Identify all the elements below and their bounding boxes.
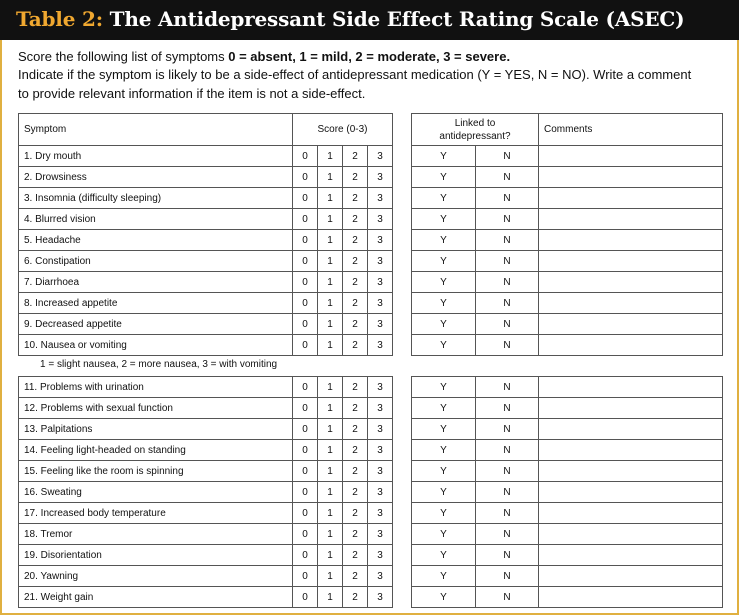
score-option-2[interactable]: 2: [343, 188, 368, 209]
score-option-1[interactable]: 1: [318, 440, 343, 461]
linked-row: [412, 566, 723, 587]
symptom-label: 15. Feeling like the room is spinning: [19, 461, 293, 482]
score-option-3[interactable]: 3: [368, 230, 393, 251]
score-option-1[interactable]: 1: [318, 545, 343, 566]
comment-cell[interactable]: [539, 335, 723, 356]
symptom-row: [19, 230, 393, 251]
score-legend: 0 = absent, 1 = mild, 2 = moderate, 3 = severe.: [228, 49, 511, 64]
score-option-1[interactable]: 1: [318, 209, 343, 230]
title-bar: [0, 0, 739, 40]
score-option-1[interactable]: 1: [318, 251, 343, 272]
linked-yes-option[interactable]: Y: [412, 524, 476, 545]
symptom-row: [19, 251, 393, 272]
score-option-3[interactable]: 3: [368, 188, 393, 209]
comment-cell[interactable]: [539, 230, 723, 251]
score-option-1[interactable]: 1: [318, 335, 343, 356]
symptom-row: [19, 377, 393, 398]
linked-no-option[interactable]: N: [476, 272, 539, 293]
score-option-2[interactable]: 2: [343, 524, 368, 545]
score-option-3[interactable]: 3: [368, 587, 393, 608]
symptom-label: 21. Weight gain: [19, 587, 293, 608]
linked-yes-option[interactable]: Y: [412, 566, 476, 587]
score-option-1[interactable]: 1: [318, 503, 343, 524]
instructions-line-3: to provide relevant information if the item is not a side-effect.: [18, 86, 366, 101]
linked-no-option[interactable]: N: [476, 545, 539, 566]
score-header: Score (0-3): [293, 114, 393, 146]
score-option-3[interactable]: 3: [368, 398, 393, 419]
score-option-2[interactable]: 2: [343, 566, 368, 587]
score-option-0[interactable]: 0: [293, 377, 318, 398]
symptom-row: [19, 587, 393, 608]
score-option-2[interactable]: 2: [343, 314, 368, 335]
linked-yes-option[interactable]: Y: [412, 545, 476, 566]
symptom-label: 2. Drowsiness: [19, 167, 293, 188]
linked-yes-option[interactable]: Y: [412, 377, 476, 398]
score-option-3[interactable]: 3: [368, 293, 393, 314]
linked-yes-option[interactable]: Y: [412, 146, 476, 167]
linked-yes-option[interactable]: Y: [412, 230, 476, 251]
score-option-2[interactable]: 2: [343, 545, 368, 566]
linked-yes-option[interactable]: Y: [412, 314, 476, 335]
score-option-1[interactable]: 1: [318, 314, 343, 335]
score-option-1[interactable]: 1: [318, 587, 343, 608]
symptom-row: [19, 440, 393, 461]
score-option-2[interactable]: 2: [343, 251, 368, 272]
comment-cell[interactable]: [539, 482, 723, 503]
linked-yes-option[interactable]: Y: [412, 503, 476, 524]
score-option-0[interactable]: 0: [293, 188, 318, 209]
score-option-2[interactable]: 2: [343, 419, 368, 440]
comment-cell[interactable]: [539, 440, 723, 461]
linked-row: [412, 209, 723, 230]
symptom-row: [19, 335, 393, 356]
linked-row: [412, 335, 723, 356]
table-number: Table 2:: [16, 7, 103, 31]
linked-no-option[interactable]: N: [476, 251, 539, 272]
symptom-label: 19. Disorientation: [19, 545, 293, 566]
linked-row: [412, 377, 723, 398]
score-option-3[interactable]: 3: [368, 272, 393, 293]
score-option-1[interactable]: 1: [318, 272, 343, 293]
linked-yes-option[interactable]: Y: [412, 587, 476, 608]
symptom-row: [19, 545, 393, 566]
symptom-row: [19, 188, 393, 209]
comments-header: Comments: [539, 114, 723, 146]
comment-cell[interactable]: [539, 251, 723, 272]
score-option-0[interactable]: 0: [293, 209, 318, 230]
linked-no-option[interactable]: N: [476, 524, 539, 545]
comment-cell[interactable]: [539, 377, 723, 398]
score-option-2[interactable]: 2: [343, 461, 368, 482]
comment-cell[interactable]: [539, 146, 723, 167]
linked-yes-option[interactable]: Y: [412, 167, 476, 188]
linked-yes-option[interactable]: Y: [412, 398, 476, 419]
linked-no-option[interactable]: N: [476, 188, 539, 209]
score-option-2[interactable]: 2: [343, 503, 368, 524]
linked-no-option[interactable]: N: [476, 209, 539, 230]
score-option-2[interactable]: 2: [343, 293, 368, 314]
score-option-2[interactable]: 2: [343, 377, 368, 398]
score-option-3[interactable]: 3: [368, 377, 393, 398]
linked-no-option[interactable]: N: [476, 587, 539, 608]
score-option-1[interactable]: 1: [318, 524, 343, 545]
comment-cell[interactable]: [539, 209, 723, 230]
score-option-0[interactable]: 0: [293, 545, 318, 566]
symptom-label: 12. Problems with sexual function: [19, 398, 293, 419]
score-option-0[interactable]: 0: [293, 587, 318, 608]
instructions-line-2: Indicate if the symptom is likely to be a side-effect of antidepressant medication (Y = YES, N = NO). Write a comment: [18, 67, 692, 82]
linked-no-option[interactable]: N: [476, 335, 539, 356]
symptom-label: 5. Headache: [19, 230, 293, 251]
score-option-1[interactable]: 1: [318, 377, 343, 398]
symptom-label: 6. Constipation: [19, 251, 293, 272]
linked-row: [412, 167, 723, 188]
score-option-0[interactable]: 0: [293, 314, 318, 335]
score-option-2[interactable]: 2: [343, 335, 368, 356]
score-option-3[interactable]: 3: [368, 419, 393, 440]
symptom-score-table: [18, 113, 393, 356]
score-option-2[interactable]: 2: [343, 440, 368, 461]
linked-row: [412, 419, 723, 440]
score-option-1[interactable]: 1: [318, 566, 343, 587]
linked-yes-option[interactable]: Y: [412, 251, 476, 272]
linked-row: [412, 545, 723, 566]
linked-no-option[interactable]: N: [476, 482, 539, 503]
score-option-2[interactable]: 2: [343, 209, 368, 230]
score-option-3[interactable]: 3: [368, 566, 393, 587]
score-option-3[interactable]: 3: [368, 314, 393, 335]
score-option-1[interactable]: 1: [318, 419, 343, 440]
linked-no-option[interactable]: N: [476, 503, 539, 524]
linked-row: [412, 587, 723, 608]
comment-cell[interactable]: [539, 293, 723, 314]
score-option-3[interactable]: 3: [368, 167, 393, 188]
comment-cell[interactable]: [539, 503, 723, 524]
linked-row: [412, 188, 723, 209]
linked-comments-table-continued: [411, 376, 723, 608]
linked-yes-option[interactable]: Y: [412, 293, 476, 314]
score-option-1[interactable]: 1: [318, 398, 343, 419]
score-option-0[interactable]: 0: [293, 566, 318, 587]
score-option-0[interactable]: 0: [293, 524, 318, 545]
linked-no-option[interactable]: N: [476, 293, 539, 314]
comment-cell[interactable]: [539, 461, 723, 482]
linked-comments-table: [411, 113, 723, 356]
score-option-0[interactable]: 0: [293, 482, 318, 503]
score-option-3[interactable]: 3: [368, 440, 393, 461]
symptom-row: [19, 566, 393, 587]
linked-row: [412, 482, 723, 503]
score-option-1[interactable]: 1: [318, 146, 343, 167]
linked-no-option[interactable]: N: [476, 419, 539, 440]
linked-no-option[interactable]: N: [476, 566, 539, 587]
symptom-label: 13. Palpitations: [19, 419, 293, 440]
symptom-label: 4. Blurred vision: [19, 209, 293, 230]
linked-row: [412, 272, 723, 293]
linked-yes-option[interactable]: Y: [412, 272, 476, 293]
symptom-label: 8. Increased appetite: [19, 293, 293, 314]
linked-row: [412, 230, 723, 251]
linked-row: [412, 146, 723, 167]
symptom-label: 1. Dry mouth: [19, 146, 293, 167]
symptom-score-table-continued: [18, 376, 393, 608]
score-option-2[interactable]: 2: [343, 167, 368, 188]
score-option-1[interactable]: 1: [318, 461, 343, 482]
linked-yes-option[interactable]: Y: [412, 188, 476, 209]
comment-cell[interactable]: [539, 524, 723, 545]
linked-no-option[interactable]: N: [476, 146, 539, 167]
linked-yes-option[interactable]: Y: [412, 419, 476, 440]
linked-no-option[interactable]: N: [476, 230, 539, 251]
instructions-text: Score the following list of symptoms: [18, 49, 229, 64]
score-option-0[interactable]: 0: [293, 503, 318, 524]
linked-no-option[interactable]: N: [476, 461, 539, 482]
symptom-row: [19, 524, 393, 545]
score-option-0[interactable]: 0: [293, 461, 318, 482]
comment-cell[interactable]: [539, 398, 723, 419]
symptom-row: [19, 146, 393, 167]
symptom-row: [19, 461, 393, 482]
linked-yes-option[interactable]: Y: [412, 440, 476, 461]
score-option-1[interactable]: 1: [318, 167, 343, 188]
score-option-3[interactable]: 3: [368, 251, 393, 272]
comment-cell[interactable]: [539, 272, 723, 293]
symptom-label: 3. Insomnia (difficulty sleeping): [19, 188, 293, 209]
score-option-0[interactable]: 0: [293, 272, 318, 293]
score-option-0[interactable]: 0: [293, 251, 318, 272]
symptom-label: 9. Decreased appetite: [19, 314, 293, 335]
score-option-3[interactable]: 3: [368, 482, 393, 503]
score-option-3[interactable]: 3: [368, 461, 393, 482]
comment-cell[interactable]: [539, 167, 723, 188]
score-option-2[interactable]: 2: [343, 482, 368, 503]
table-title: The Antidepressant Side Effect Rating Scale (ASEC): [109, 7, 685, 31]
score-option-1[interactable]: 1: [318, 188, 343, 209]
score-option-1[interactable]: 1: [318, 230, 343, 251]
score-option-0[interactable]: 0: [293, 398, 318, 419]
linked-no-option[interactable]: N: [476, 377, 539, 398]
comment-cell[interactable]: [539, 566, 723, 587]
linked-yes-option[interactable]: Y: [412, 482, 476, 503]
symptom-label: 14. Feeling light-headed on standing: [19, 440, 293, 461]
symptom-label: 16. Sweating: [19, 482, 293, 503]
score-option-3[interactable]: 3: [368, 146, 393, 167]
linked-header: Linked to antidepressant?: [412, 114, 539, 146]
linked-row: [412, 461, 723, 482]
linked-yes-option[interactable]: Y: [412, 461, 476, 482]
score-option-0[interactable]: 0: [293, 146, 318, 167]
linked-yes-option[interactable]: Y: [412, 209, 476, 230]
page-title: [16, 7, 684, 31]
symptom-label: 7. Diarrhoea: [19, 272, 293, 293]
linked-row: [412, 440, 723, 461]
linked-row: [412, 293, 723, 314]
score-option-0[interactable]: 0: [293, 230, 318, 251]
symptom-label: 18. Tremor: [19, 524, 293, 545]
symptom-row: [19, 167, 393, 188]
symptom-row: [19, 398, 393, 419]
comment-cell[interactable]: [539, 587, 723, 608]
nausea-scale-note: 1 = slight nausea, 2 = more nausea, 3 = with vomiting: [40, 359, 278, 370]
linked-row: [412, 314, 723, 335]
score-option-2[interactable]: 2: [343, 230, 368, 251]
score-option-3[interactable]: 3: [368, 545, 393, 566]
score-option-3[interactable]: 3: [368, 335, 393, 356]
symptom-row: [19, 419, 393, 440]
score-option-2[interactable]: 2: [343, 587, 368, 608]
score-option-2[interactable]: 2: [343, 398, 368, 419]
score-option-2[interactable]: 2: [343, 272, 368, 293]
symptom-row: [19, 272, 393, 293]
symptom-row: [19, 503, 393, 524]
linked-yes-option[interactable]: Y: [412, 335, 476, 356]
symptom-row: [19, 209, 393, 230]
instructions-line-1: [18, 48, 728, 65]
comment-cell[interactable]: [539, 545, 723, 566]
linked-no-option[interactable]: N: [476, 440, 539, 461]
linked-row: [412, 503, 723, 524]
score-option-0[interactable]: 0: [293, 419, 318, 440]
symptom-row: [19, 314, 393, 335]
score-option-2[interactable]: 2: [343, 146, 368, 167]
score-option-3[interactable]: 3: [368, 524, 393, 545]
linked-row: [412, 251, 723, 272]
score-option-3[interactable]: 3: [368, 209, 393, 230]
symptom-label: 11. Problems with urination: [19, 377, 293, 398]
symptom-label: 17. Increased body temperature: [19, 503, 293, 524]
score-option-1[interactable]: 1: [318, 482, 343, 503]
comment-cell[interactable]: [539, 314, 723, 335]
linked-row: [412, 524, 723, 545]
linked-row: [412, 398, 723, 419]
symptom-label: 20. Yawning: [19, 566, 293, 587]
score-option-3[interactable]: 3: [368, 503, 393, 524]
symptom-header: Symptom: [19, 114, 293, 146]
linked-no-option[interactable]: N: [476, 167, 539, 188]
score-option-0[interactable]: 0: [293, 293, 318, 314]
score-option-0[interactable]: 0: [293, 440, 318, 461]
symptom-row: [19, 293, 393, 314]
symptom-label: 10. Nausea or vomiting: [19, 335, 293, 356]
comment-cell[interactable]: [539, 188, 723, 209]
symptom-row: [19, 482, 393, 503]
score-option-0[interactable]: 0: [293, 335, 318, 356]
score-option-0[interactable]: 0: [293, 167, 318, 188]
linked-no-option[interactable]: N: [476, 314, 539, 335]
comment-cell[interactable]: [539, 419, 723, 440]
score-option-1[interactable]: 1: [318, 293, 343, 314]
linked-no-option[interactable]: N: [476, 398, 539, 419]
